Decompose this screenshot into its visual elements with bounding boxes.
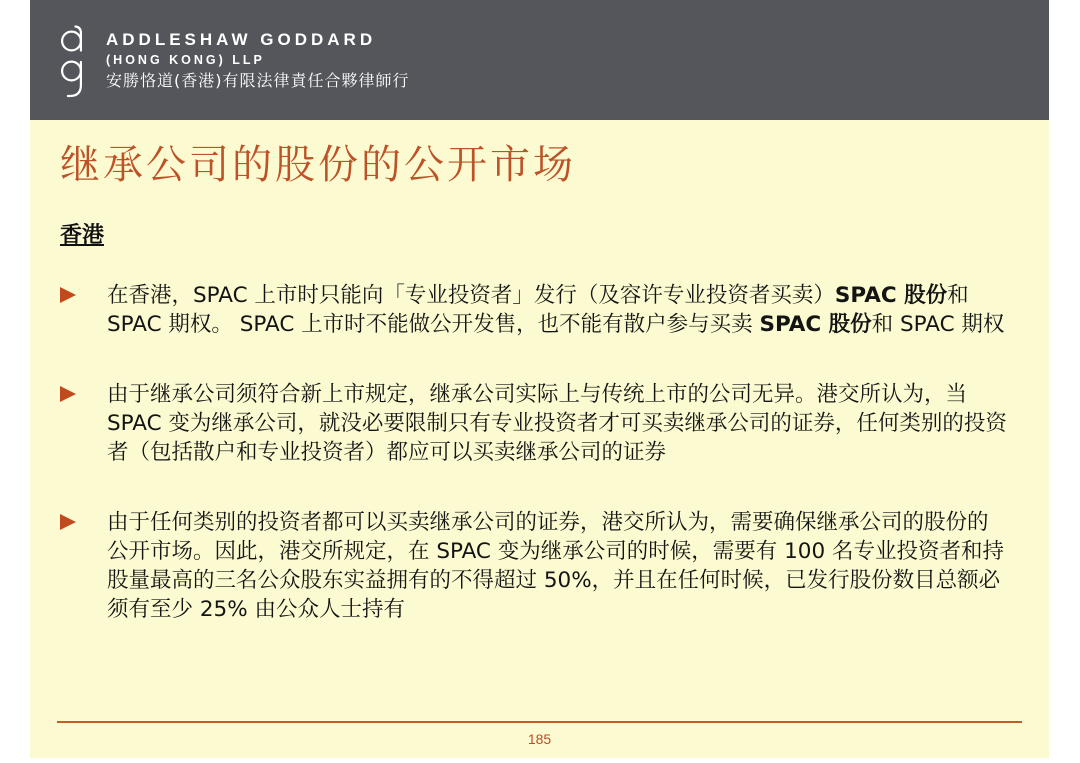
ag-monogram-logo-icon [60, 21, 90, 99]
firm-name-chinese: 安勝恪道(香港)有限法律責任合夥律師行 [106, 70, 410, 90]
firm-name: ADDLESHAW GODDARD [106, 29, 377, 49]
text-segment-bold: SPAC 股份 [759, 312, 872, 337]
slide-header-band [30, 0, 1049, 120]
slide-body [30, 120, 1049, 758]
bullet-item-2 [60, 380, 1049, 467]
triangle-bullet-icon [60, 287, 76, 303]
bullet-item-1 [60, 281, 1049, 339]
triangle-bullet-icon [60, 514, 76, 530]
page-number: 185 [527, 731, 552, 747]
bullet-item-3 [60, 508, 1049, 624]
firm-identity-block [106, 30, 410, 91]
text-segment: 和 SPAC 期权 [871, 312, 1005, 337]
bullet-text [107, 281, 1009, 339]
text-segment: 和 SPAC 期权。 SPAC 上市时不能做公开发售，也不能有散户参与买卖 [107, 283, 969, 337]
subheading-hong-kong: 香港 [60, 223, 105, 248]
bullet-text [107, 508, 1009, 624]
slide-title: 继承公司的股份的公开市场 [60, 142, 576, 188]
text-segment: 由于继承公司须符合新上市规定，继承公司实际上与传统上市的公司无异。港交所认为，当 SPAC 变为继承公司，就没必要限制只有专业投资者才可买卖继承公司的证券，任何类别的投资者（包括散户和专业投资者）都应可以买卖继承公司的证券 [107, 382, 1007, 465]
triangle-bullet-icon [60, 386, 76, 402]
bullet-list [60, 281, 1049, 624]
slide-canvas [30, 0, 1049, 758]
text-segment: 在香港，SPAC 上市时只能向「专业投资者」发行（及容许专业投资者买卖） [107, 283, 835, 308]
firm-suffix: (HONG KONG) LLP [106, 52, 265, 67]
footer-divider-line [57, 721, 1022, 723]
text-segment: 由于任何类别的投资者都可以买卖继承公司的证券，港交所认为，需要确保继承公司的股份的公开市场。因此，港交所规定，在 SPAC 变为继承公司的时候，需要有 100 名专业投资者和持股量最高的三名公众股东实益拥有的不得超过 50%，并且在任何时候，已发行股份数目总额必须有至少 25% 由公众人士持有 [107, 510, 1004, 622]
bullet-text [107, 380, 1009, 467]
text-segment-bold: SPAC 股份 [834, 283, 948, 308]
